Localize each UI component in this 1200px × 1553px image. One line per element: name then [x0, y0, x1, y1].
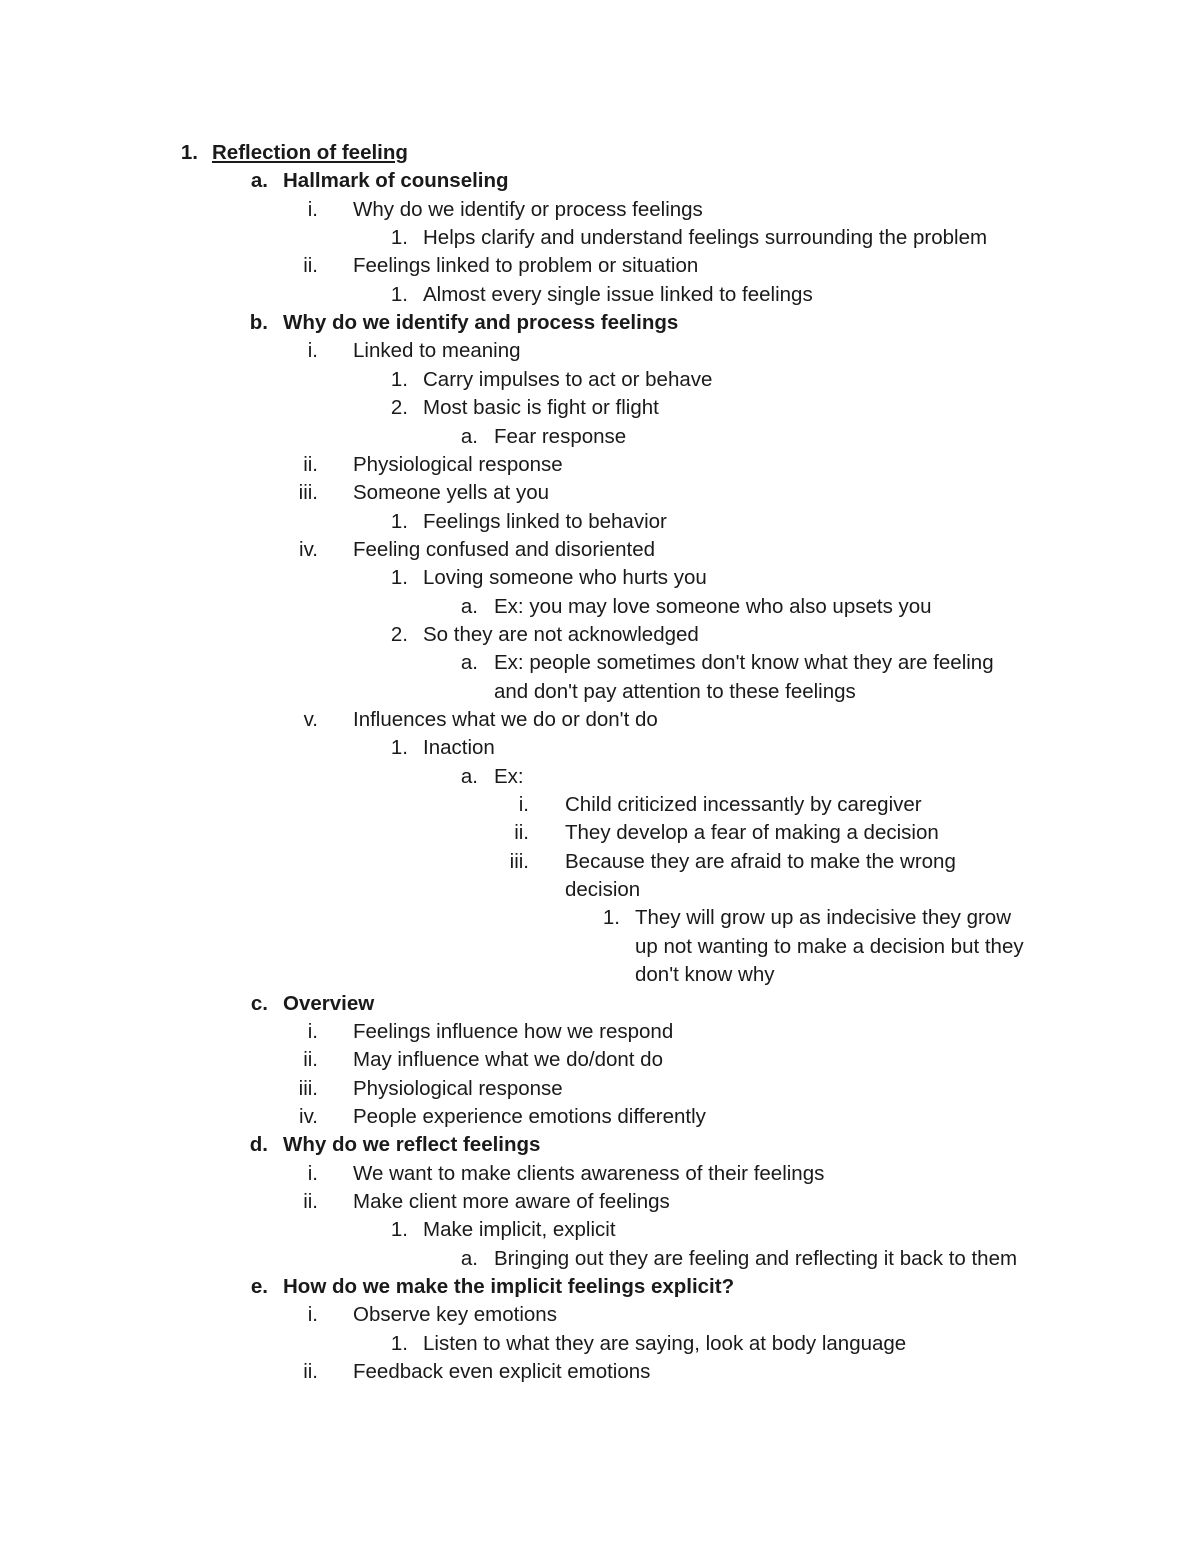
outline-marker: 1.	[390, 367, 408, 391]
outline-marker: 2.	[390, 622, 408, 646]
outline-marker: iii.	[509, 849, 529, 873]
outline-text: Feelings influence how we respond	[353, 1019, 674, 1043]
outline-marker: ii.	[303, 452, 318, 476]
outline-marker: ii.	[303, 1048, 318, 1072]
outline-line	[0, 1103, 1200, 1131]
outline-marker: 2.	[390, 396, 408, 420]
outline-text: Make implicit, explicit	[423, 1218, 616, 1242]
outline-line	[0, 252, 1200, 280]
outline-heading: Overview	[283, 991, 375, 1015]
outline-line	[0, 990, 1200, 1018]
outline-line	[0, 763, 1200, 791]
outline-line	[0, 1131, 1200, 1159]
outline-text: They will grow up as indecisive they grow	[635, 906, 1011, 930]
outline-marker: 1.	[602, 906, 620, 930]
outline-heading: Reflection of feeling	[212, 141, 408, 164]
outline-text: We want to make clients awareness of their feelings	[353, 1161, 825, 1185]
outline-text: Why do we identify or process feelings	[353, 197, 703, 221]
outline-marker: d.	[249, 1133, 268, 1157]
outline-line	[0, 394, 1200, 422]
outline-text: and don't pay attention to these feelings	[494, 679, 856, 703]
outline-heading: Why do we identify and process feelings	[283, 311, 679, 335]
outline-line	[0, 791, 1200, 819]
outline-line	[0, 1188, 1200, 1216]
outline-heading: Hallmark of counseling	[283, 169, 509, 193]
outline-text: Someone yells at you	[353, 481, 550, 505]
outline-marker: a.	[460, 424, 478, 448]
outline-line	[0, 479, 1200, 507]
outline-marker: a.	[460, 1246, 478, 1270]
outline-text: Inaction	[423, 736, 495, 760]
outline-marker: i.	[307, 1161, 318, 1185]
outline-marker: ii.	[303, 1360, 318, 1384]
outline-line	[0, 1273, 1200, 1301]
outline-marker: i.	[307, 339, 318, 363]
outline-line	[0, 1301, 1200, 1329]
outline-line	[0, 1075, 1200, 1103]
outline-line	[0, 1245, 1200, 1273]
outline-marker: 1.	[390, 282, 408, 306]
outline-marker: iv.	[299, 1104, 318, 1128]
outline-marker: ii.	[303, 1189, 318, 1213]
outline-text: Physiological response	[353, 1076, 563, 1100]
outline-line	[0, 819, 1200, 847]
outline-line	[0, 366, 1200, 394]
outline-line	[0, 1160, 1200, 1188]
outline-marker: a.	[460, 764, 478, 788]
outline-marker: 1.	[180, 141, 198, 164]
outline-marker: e.	[250, 1275, 268, 1298]
outline-line	[0, 848, 1200, 876]
outline-line	[0, 678, 1200, 706]
outline-marker: 1.	[390, 1331, 408, 1355]
outline-line	[0, 564, 1200, 592]
outline-line	[0, 1046, 1200, 1074]
outline-text: Feeling confused and disoriented	[353, 537, 656, 561]
outline-text: Ex:	[494, 764, 524, 788]
outline-text: Ex: you may love someone who also upsets you	[494, 594, 932, 618]
outline-marker: iii.	[298, 1076, 318, 1100]
outline-heading: Why do we reflect feelings	[283, 1133, 541, 1157]
outline-marker: a.	[460, 651, 478, 675]
outline-marker: b.	[249, 311, 268, 335]
outline-line	[0, 167, 1200, 195]
outline-text: Almost every single issue linked to feelings	[423, 282, 813, 306]
outline-marker: v.	[303, 708, 318, 731]
outline-line	[0, 224, 1200, 252]
outline-marker: 1.	[390, 509, 408, 533]
outline-text: So they are not acknowledged	[423, 622, 699, 646]
outline-text: Feelings linked to behavior	[423, 509, 667, 533]
outline-text: Helps clarify and understand feelings surrounding the problem	[423, 226, 988, 250]
outline-text: Linked to meaning	[353, 339, 521, 363]
outline-line	[0, 734, 1200, 762]
outline-text: Influences what we do or don't do	[353, 708, 658, 731]
outline-text: Feelings linked to problem or situation	[353, 254, 699, 278]
outline-line	[0, 139, 1200, 167]
outline-text: Fear response	[494, 424, 627, 448]
outline-text: May influence what we do/dont do	[353, 1048, 663, 1072]
outline-text: They develop a fear of making a decision	[565, 821, 939, 845]
outline-line	[0, 1358, 1200, 1386]
outline-marker: iii.	[298, 481, 318, 505]
outline-marker: ii.	[514, 821, 529, 845]
outline-text: People experience emotions differently	[353, 1104, 706, 1128]
outline-text: Make client more aware of feelings	[353, 1189, 670, 1213]
outline-text: up not wanting to make a decision but they	[635, 934, 1024, 958]
outline-marker: iv.	[299, 537, 318, 561]
outline-marker: 1.	[390, 736, 408, 760]
outline-marker: 1.	[390, 226, 408, 250]
outline-line	[0, 281, 1200, 309]
outline-line	[0, 706, 1200, 734]
outline-text: Bringing out they are feeling and reflecting it back to them	[494, 1246, 1018, 1270]
outline-text: Observe key emotions	[353, 1303, 557, 1327]
outline-marker: c.	[250, 991, 268, 1015]
outline-line	[0, 196, 1200, 224]
outline-line	[0, 1330, 1200, 1358]
outline-text: Ex: people sometimes don't know what they are feeling	[494, 651, 994, 675]
outline-line	[0, 1018, 1200, 1046]
outline-marker: a.	[460, 594, 478, 618]
outline-marker: 1.	[390, 566, 408, 590]
outline-line	[0, 961, 1200, 989]
outline-marker: i.	[307, 197, 318, 221]
outline-text: Most basic is fight or flight	[423, 396, 659, 420]
outline-heading: How do we make the implicit feelings explicit?	[283, 1275, 735, 1298]
outline-text: Listen to what they are saying, look at body language	[423, 1331, 907, 1355]
outline-text: Because they are afraid to make the wrong	[565, 849, 956, 873]
outline-line	[0, 423, 1200, 451]
outline-marker: i.	[307, 1303, 318, 1327]
outline-marker: 1.	[390, 1218, 408, 1242]
outline-marker: i.	[518, 793, 529, 817]
outline-line	[0, 508, 1200, 536]
outline-line	[0, 1216, 1200, 1244]
outline-text: Feedback even explicit emotions	[353, 1360, 651, 1384]
outline-line	[0, 876, 1200, 904]
outline-line	[0, 536, 1200, 564]
outline-line	[0, 904, 1200, 932]
outline-line	[0, 649, 1200, 677]
outline-text: Child criticized incessantly by caregiver	[565, 793, 922, 817]
outline-marker: a.	[250, 169, 268, 193]
outline-text: don't know why	[635, 963, 775, 987]
outline-line	[0, 933, 1200, 961]
outline-line	[0, 621, 1200, 649]
outline-text: Carry impulses to act or behave	[423, 367, 713, 391]
outline-line	[0, 593, 1200, 621]
outline-marker: i.	[307, 1019, 318, 1043]
outline-line	[0, 309, 1200, 337]
outline-line	[0, 451, 1200, 479]
outline-text: Physiological response	[353, 452, 563, 476]
outline-line	[0, 337, 1200, 365]
outline-marker: ii.	[303, 254, 318, 278]
outline-text: Loving someone who hurts you	[423, 566, 707, 590]
outline-text: decision	[565, 878, 641, 902]
